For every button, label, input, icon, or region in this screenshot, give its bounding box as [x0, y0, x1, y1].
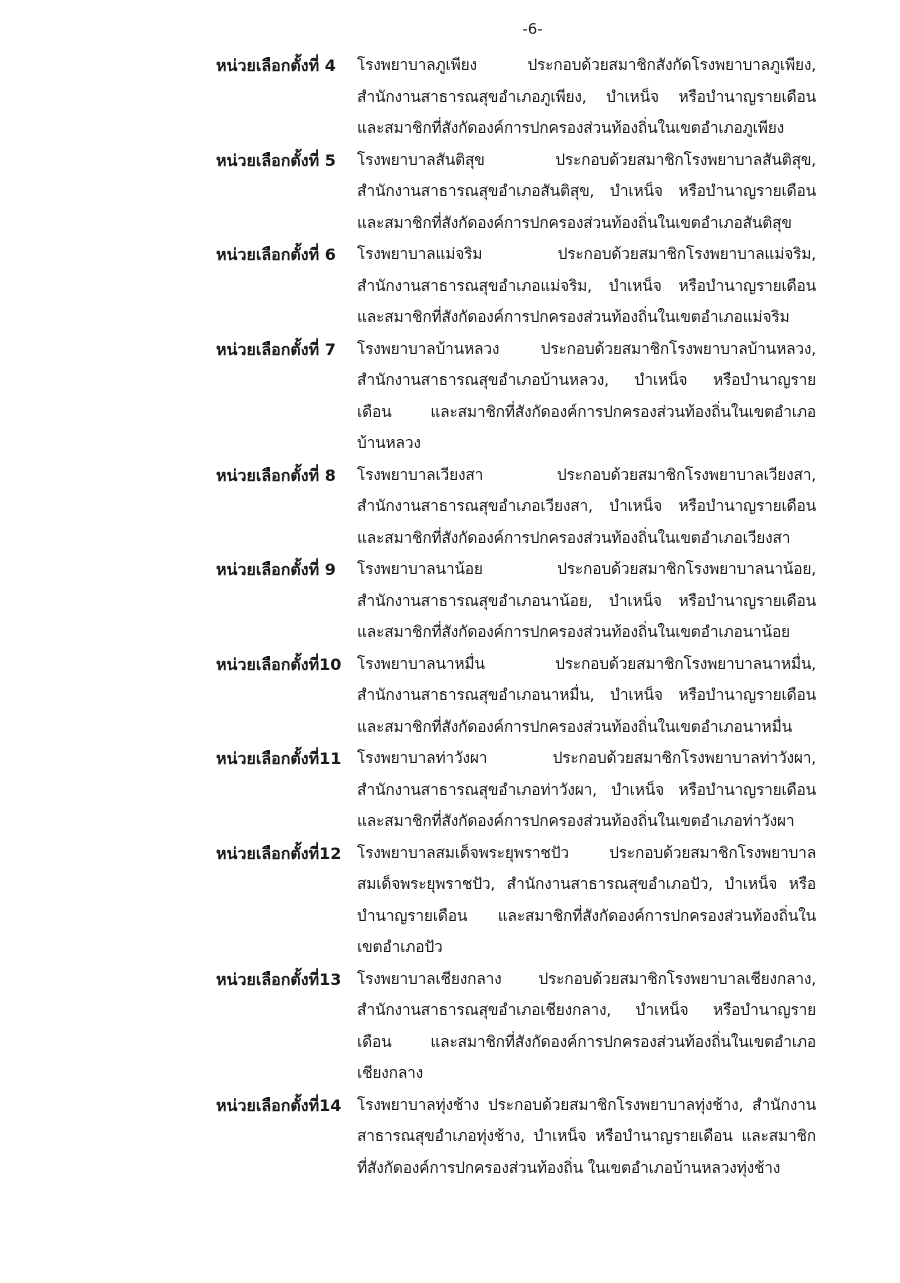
description-line: โรงพยาบาลบ้านหลวง ประกอบด้วยสมาชิกโรงพยาบาลบ้านหลวง, [357, 339, 816, 358]
polling-unit-description [357, 145, 816, 240]
polling-unit-label: หน่วยเลือกตั้งที่10 [216, 654, 342, 674]
description-line: และสมาชิกที่สังกัดองค์การปกครองส่วนท้องถิ่นในเขตอำเภอท่าวังผา [357, 812, 795, 830]
polling-unit-entry [216, 1090, 816, 1185]
description-line: โรงพยาบาลท่าวังผา ประกอบด้วยสมาชิกโรงพยาบาลท่าวังผา, [357, 749, 816, 767]
description-line: โรงพยาบาลนาหมื่น ประกอบด้วยสมาชิกโรงพยาบาลนาหมื่น, [357, 654, 816, 673]
description-line: และสมาชิกที่สังกัดองค์การปกครองส่วนท้องถิ่นในเขตอำเภอนาน้อย [357, 623, 790, 641]
polling-unit-label: หน่วยเลือกตั้งที่ 7 [216, 339, 336, 359]
description-line: สำนักงานสาธารณสุขอำเภอแม่จริม, บำเหน็จ หรือบำนาญรายเดือน [357, 276, 816, 295]
description-line: ที่สังกัดองค์การปกครองส่วนท้องถิ่น ในเขตอำเภอบ้านหลวงทุ่งช้าง [357, 1158, 781, 1177]
polling-unit-description [357, 964, 816, 1090]
polling-unit-entry [216, 145, 816, 240]
description-line: เชียงกลาง [357, 1064, 424, 1082]
description-line: โรงพยาบาลเชียงกลาง ประกอบด้วยสมาชิกโรงพยาบาลเชียงกลาง, [357, 969, 816, 988]
description-line: โรงพยาบาลภูเพียง ประกอบด้วยสมาชิกสังกัดโรงพยาบาลภูเพียง, [357, 56, 816, 74]
polling-unit-description [357, 50, 816, 145]
polling-unit-description [357, 239, 816, 334]
description-line: เดือน และสมาชิกที่สังกัดองค์การปกครองส่วนท้องถิ่นในเขตอำเภอ [357, 1032, 816, 1051]
description-line: สำนักงานสาธารณสุขอำเภอบ้านหลวง, บำเหน็จ หรือบำนาญราย [357, 371, 816, 389]
description-line: โรงพยาบาลสันติสุข ประกอบด้วยสมาชิกโรงพยาบาลสันติสุข, [357, 150, 816, 169]
polling-unit-label: หน่วยเลือกตั้งที่14 [216, 1095, 342, 1115]
description-line: และสมาชิกที่สังกัดองค์การปกครองส่วนท้องถิ่นในเขตอำเภอแม่จริม [357, 308, 790, 326]
description-line: และสมาชิกที่สังกัดองค์การปกครองส่วนท้องถิ่นในเขตอำเภอภูเพียง [357, 119, 785, 137]
description-line: โรงพยาบาลแม่จริม ประกอบด้วยสมาชิกโรงพยาบาลแม่จริม, [357, 245, 816, 263]
description-line: และสมาชิกที่สังกัดองค์การปกครองส่วนท้องถิ่นในเขตอำเภอนาหมื่น [357, 717, 792, 736]
description-line: โรงพยาบาลนาน้อย ประกอบด้วยสมาชิกโรงพยาบาลนาน้อย, [357, 560, 816, 578]
polling-unit-entry [216, 239, 816, 334]
description-line: สำนักงานสาธารณสุขอำเภอเวียงสา, บำเหน็จ หรือบำนาญรายเดือน [357, 497, 816, 515]
description-line: สำนักงานสาธารณสุขอำเภอสันติสุข, บำเหน็จ หรือบำนาญรายเดือน [357, 182, 816, 200]
polling-unit-entry [216, 334, 816, 460]
description-line: บำนาญรายเดือน และสมาชิกที่สังกัดองค์การปกครองส่วนท้องถิ่นใน [357, 906, 816, 925]
description-line: เขตอำเภอปัว [357, 938, 443, 956]
polling-unit-label: หน่วยเลือกตั้งที่ 8 [216, 465, 336, 485]
polling-unit-entry [216, 649, 816, 744]
polling-unit-label: หน่วยเลือกตั้งที่ 9 [216, 560, 336, 579]
polling-unit-description [357, 460, 816, 555]
polling-unit-label: หน่วยเลือกตั้งที่13 [216, 969, 342, 989]
polling-unit-label: หน่วยเลือกตั้งที่ 6 [216, 245, 336, 264]
description-line: สมเด็จพระยุพราชปัว, สำนักงานสาธารณสุขอำเภอปัว, บำเหน็จ หรือ [357, 875, 816, 893]
polling-unit-entry [216, 964, 816, 1090]
page-number: -6- [522, 20, 543, 38]
description-line: โรงพยาบาลทุ่งช้าง ประกอบด้วยสมาชิกโรงพยาบาลทุ่งช้าง, สำนักงาน [357, 1095, 816, 1114]
polling-unit-entry [216, 838, 816, 964]
polling-unit-label: หน่วยเลือกตั้งที่12 [216, 843, 342, 863]
polling-unit-list [216, 50, 816, 1184]
description-line: สำนักงานสาธารณสุขอำเภอนาหมื่น, บำเหน็จ หรือบำนาญรายเดือน [357, 686, 816, 704]
description-line: สำนักงานสาธารณสุขอำเภอเชียงกลาง, บำเหน็จ หรือบำนาญราย [357, 1001, 816, 1019]
polling-unit-label: หน่วยเลือกตั้งที่ 4 [216, 56, 336, 75]
polling-unit-label: หน่วยเลือกตั้งที่11 [216, 749, 342, 768]
description-line: และสมาชิกที่สังกัดองค์การปกครองส่วนท้องถิ่นในเขตอำเภอสันติสุข [357, 213, 792, 232]
description-line: โรงพยาบาลสมเด็จพระยุพราชปัว ประกอบด้วยสมาชิกโรงพยาบาล [357, 843, 816, 862]
description-line: สำนักงานสาธารณสุขอำเภอท่าวังผา, บำเหน็จ หรือบำนาญรายเดือน [357, 780, 816, 799]
description-line: สำนักงานสาธารณสุขอำเภอภูเพียง, บำเหน็จ หรือบำนาญรายเดือน [357, 87, 816, 106]
polling-unit-entry [216, 50, 816, 145]
description-line: บ้านหลวง [357, 434, 421, 452]
polling-unit-description [357, 838, 816, 964]
polling-unit-entry [216, 460, 816, 555]
description-line: และสมาชิกที่สังกัดองค์การปกครองส่วนท้องถิ่นในเขตอำเภอเวียงสา [357, 528, 791, 547]
description-line: สำนักงานสาธารณสุขอำเภอนาน้อย, บำเหน็จ หรือบำนาญรายเดือน [357, 591, 816, 610]
polling-unit-description [357, 334, 816, 460]
polling-unit-description [357, 743, 816, 838]
polling-unit-label: หน่วยเลือกตั้งที่ 5 [216, 150, 336, 170]
polling-unit-description [357, 1090, 816, 1185]
description-line: เดือน และสมาชิกที่สังกัดองค์การปกครองส่วนท้องถิ่นในเขตอำเภอ [357, 402, 816, 421]
polling-unit-entry [216, 743, 816, 838]
polling-unit-description [357, 649, 816, 744]
description-line: สาธารณสุขอำเภอทุ่งช้าง, บำเหน็จ หรือบำนาญรายเดือน และสมาชิก [357, 1127, 816, 1145]
polling-unit-entry [216, 554, 816, 649]
description-line: โรงพยาบาลเวียงสา ประกอบด้วยสมาชิกโรงพยาบาลเวียงสา, [357, 465, 816, 484]
polling-unit-description [357, 554, 816, 649]
